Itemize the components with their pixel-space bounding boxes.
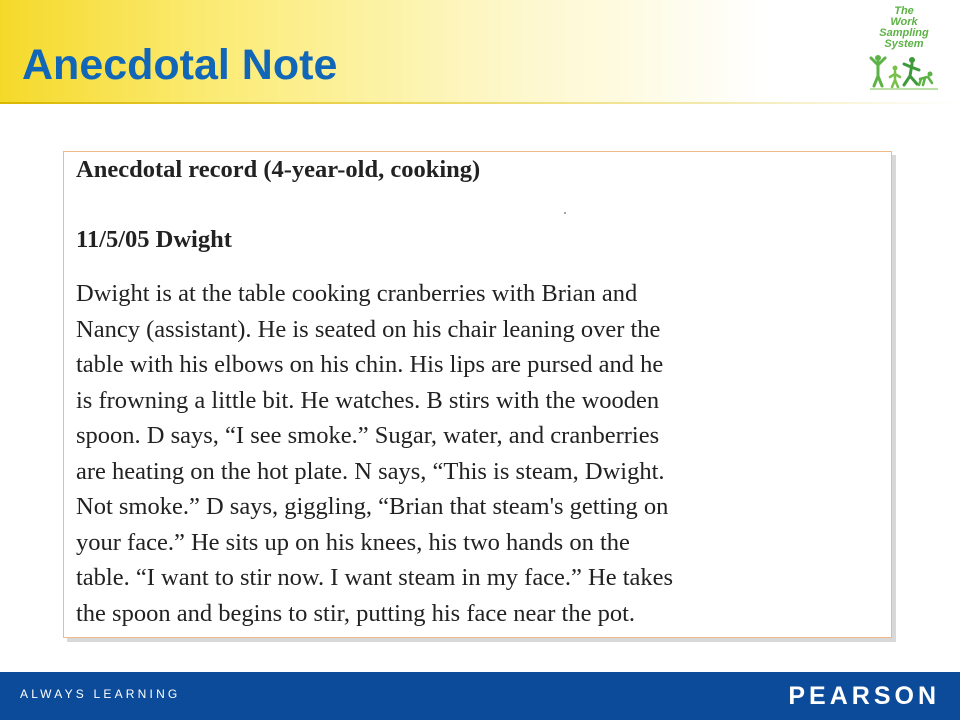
stray-mark [564,212,566,214]
work-sampling-system-logo [868,6,940,96]
page-title: Anecdotal Note [22,41,338,89]
record-body-text: Dwight is at the table cooking cranberries with Brian and Nancy (assistant). He is seated on his chair leaning over the table with his elbows on his chin. His lips are pursed and he is frowning a little bit. He watches. B stirs with the wooden spoon. D says, “I see smoke.” Sugar, water, and cranberries are heating on the hot plate. N says, “This is steam, Dwight. Not smoke.” D says, giggling, “Brian that steam's getting on your face.” He sits up on his knees, his two hands on the table. “I want to stir now. I want steam in my face.” He takes the spoon and begins to stir, putting his face near the pot. [76,280,674,627]
record-heading: Anecdotal record (4-year-old, cooking) [76,156,481,183]
record-date-line: 11/5/05 Dwight [76,226,232,253]
pearson-logo: PEARSON [788,682,940,710]
logo-line: Sampling [879,27,929,39]
logo-line: Work [890,16,918,28]
logo-wordmark [868,6,940,50]
header-divider [0,102,960,104]
logo-line: System [884,38,924,50]
footer-bar [0,672,960,720]
logo-line: The [894,5,914,17]
anecdotal-record-card [63,151,892,638]
children-figures-icon [868,52,940,92]
footer-tagline: ALWAYS LEARNING [20,687,181,701]
